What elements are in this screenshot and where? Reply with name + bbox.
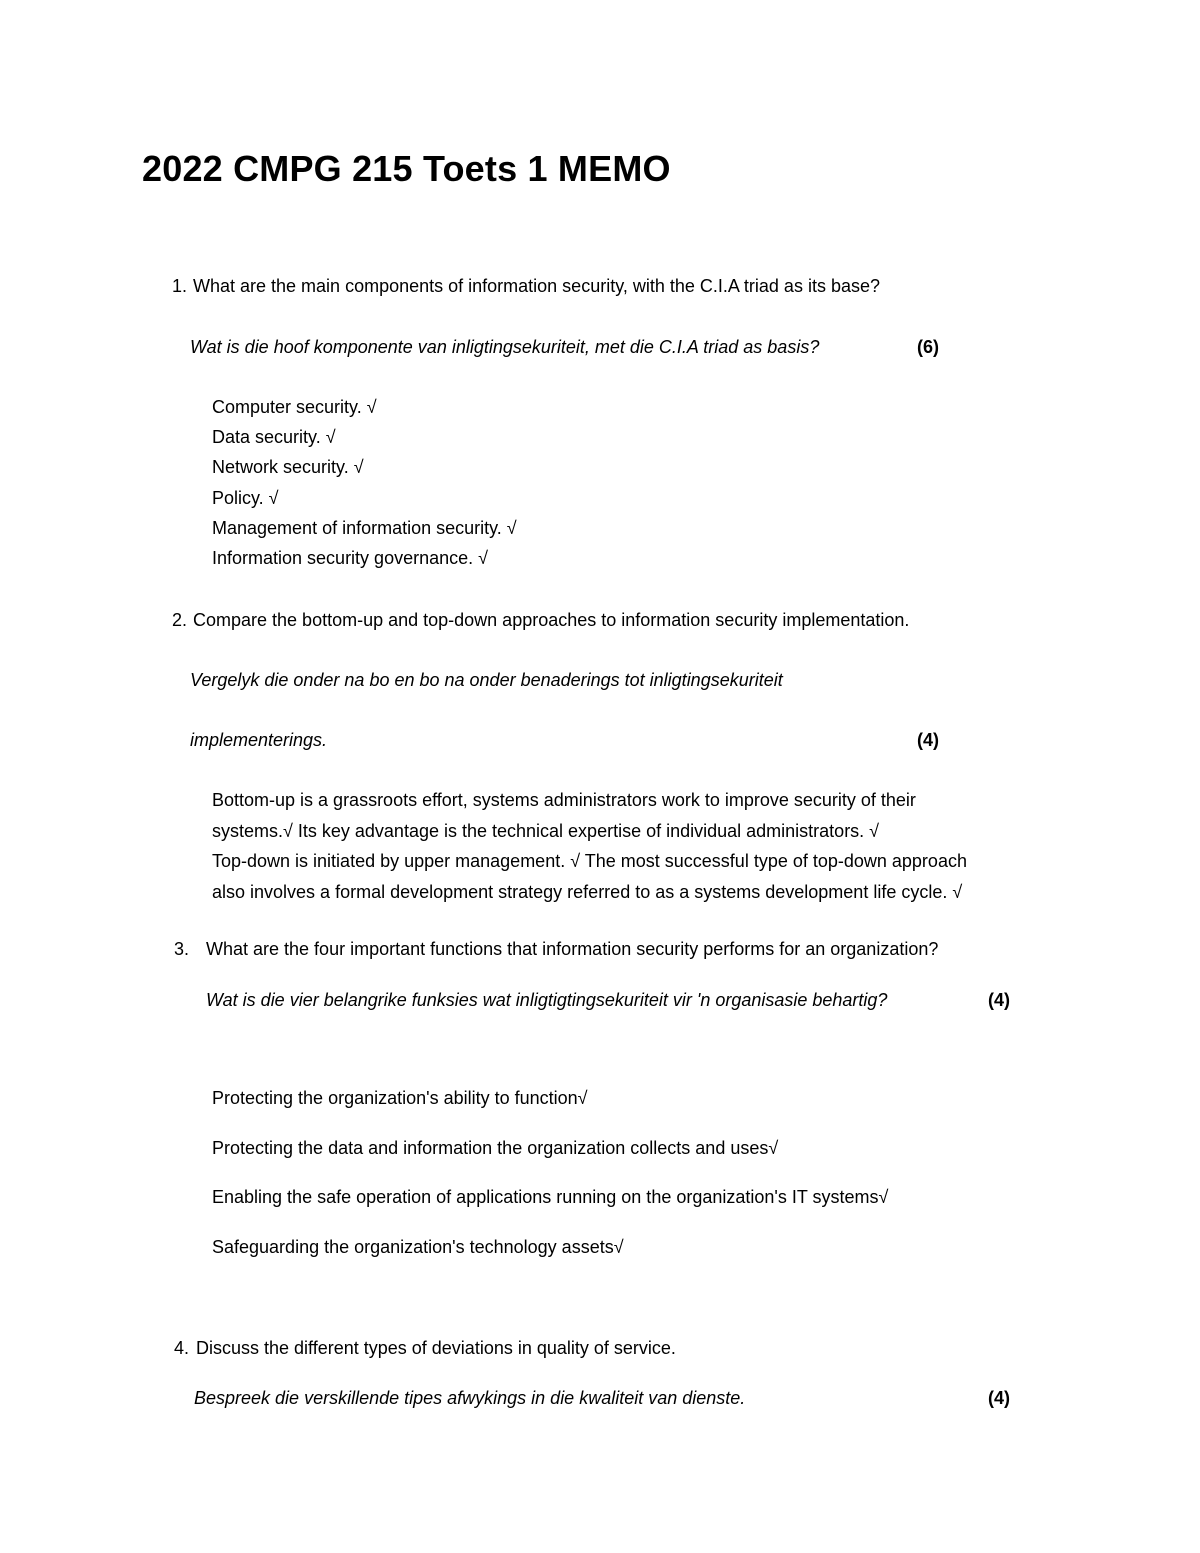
q1-answer-1: Computer security. √ [212, 397, 377, 417]
question-4-english: Discuss the different types of deviations in quality of service. [196, 1338, 676, 1358]
question-4-marks: (4) [988, 1388, 1010, 1408]
question-2-number: 2. [172, 610, 188, 630]
q3-answer-3: Enabling the safe operation of applications running on the organization's IT systems√ [212, 1187, 889, 1207]
question-1-afrikaans: Wat is die hoof komponente van inligtingsekuriteit, met die C.I.A triad as basis? [190, 337, 820, 357]
question-3-marks: (4) [988, 990, 1010, 1010]
question-4-number: 4. [174, 1338, 190, 1358]
q3-answer-1: Protecting the organization's ability to function√ [212, 1088, 588, 1108]
q3-answer-2: Protecting the data and information the organization collects and uses√ [212, 1138, 779, 1158]
q3-answer-4: Safeguarding the organization's technology assets√ [212, 1237, 624, 1257]
q1-answer-6: Information security governance. √ [212, 548, 489, 568]
q1-answer-2: Data security. √ [212, 427, 336, 447]
q2-answer-line-2: systems.√ Its key advantage is the technical expertise of individual administrators. √ [212, 821, 880, 841]
q2-answer-line-1: Bottom-up is a grassroots effort, systems administrators work to improve security of their [212, 790, 916, 810]
q2-answer-line-4: also involves a formal development strategy referred to as a systems development life cycle. √ [212, 882, 963, 902]
question-2-marks: (4) [917, 730, 939, 750]
question-3-number: 3. [174, 939, 190, 959]
q1-answer-3: Network security. √ [212, 457, 364, 477]
question-4-afrikaans: Bespreek die verskillende tipes afwykings in die kwaliteit van dienste. [194, 1388, 746, 1408]
q1-answer-5: Management of information security. √ [212, 518, 517, 538]
question-3-afrikaans: Wat is die vier belangrike funksies wat inligtigtingsekuriteit vir 'n organisasie behartig? [206, 990, 888, 1010]
question-2-afrikaans-line-1: Vergelyk die onder na bo en bo na onder benaderings tot inligtingsekuriteit [190, 670, 783, 690]
question-1-number: 1. [172, 276, 188, 296]
question-2-afrikaans-line-2: implementerings. [190, 730, 328, 750]
question-1-marks: (6) [917, 337, 939, 357]
q2-answer-line-3: Top-down is initiated by upper management. √ The most successful type of top-down approach [212, 851, 967, 871]
page-title: 2022 CMPG 215 Toets 1 MEMO [142, 148, 671, 189]
question-2-english: Compare the bottom-up and top-down approaches to information security implementation. [193, 610, 910, 630]
question-1-english: What are the main components of information security, with the C.I.A triad as its base? [193, 276, 880, 296]
question-3-english: What are the four important functions that information security performs for an organization? [206, 939, 939, 959]
q1-answer-4: Policy. √ [212, 488, 279, 508]
